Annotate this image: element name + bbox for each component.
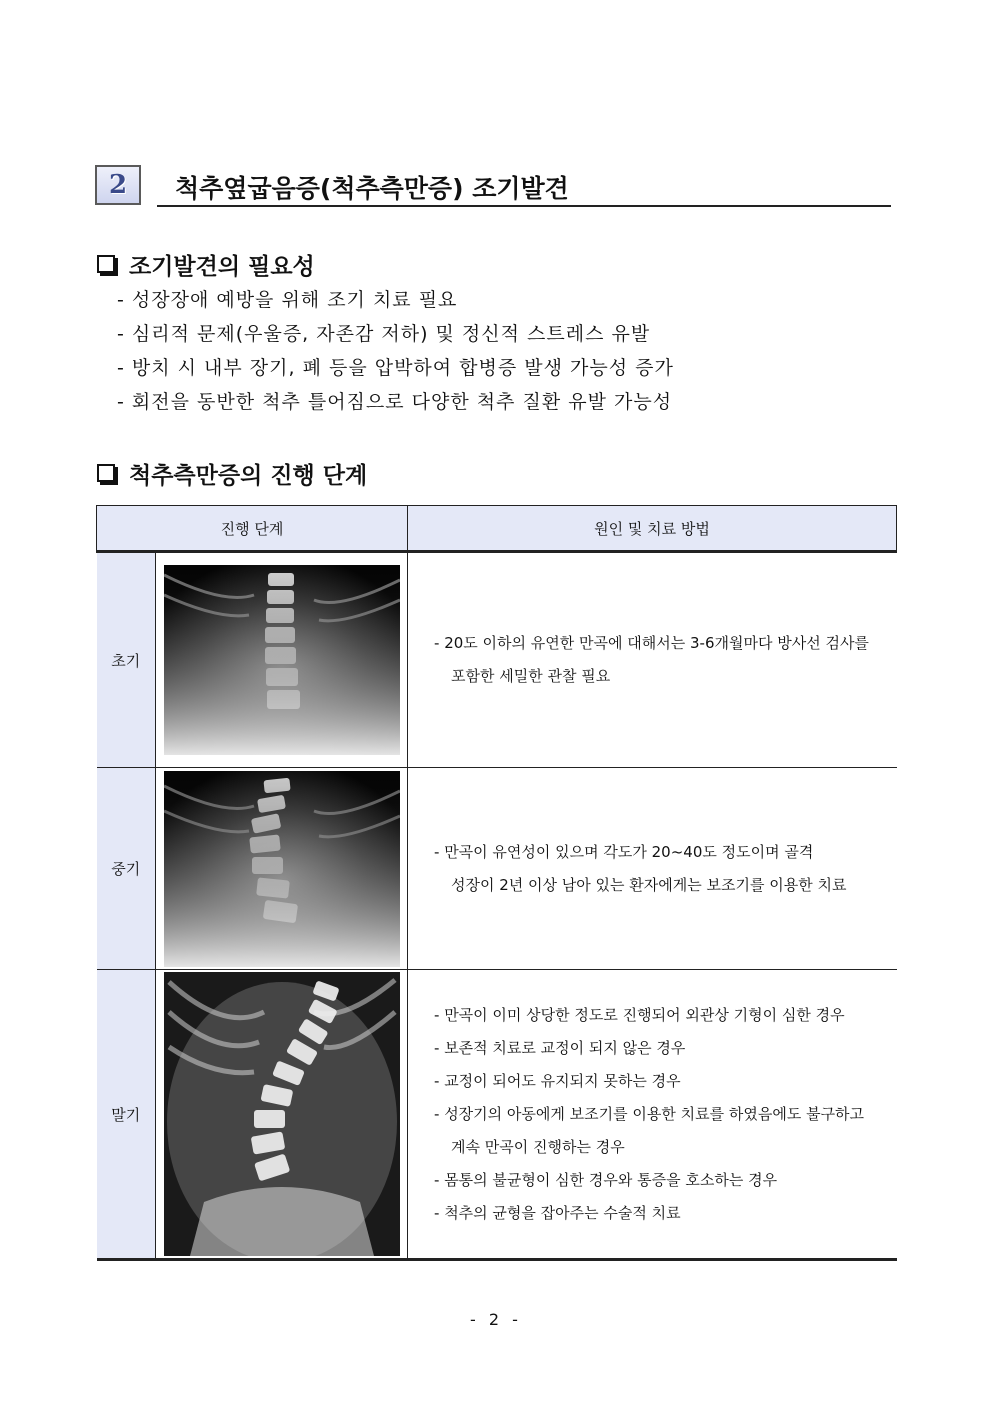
list-item: - 성장장애 예방을 위해 조기 치료 필요 <box>117 289 458 311</box>
section-number-badge: 2 <box>95 165 141 205</box>
description-line: 성장이 2년 이상 남아 있는 환자에게는 보조기를 이용한 치료 <box>451 875 847 894</box>
progression-heading <box>97 457 367 490</box>
section-header <box>95 165 891 210</box>
page-number: - 2 - <box>470 1310 522 1329</box>
section-underline <box>157 205 891 207</box>
description-line: - 성장기의 아동에게 보조기를 이용한 치료를 하였음에도 불구하고 <box>434 1104 865 1123</box>
stage-label: 중기 <box>97 768 156 970</box>
description-line: - 보존적 치료로 교정이 되지 않은 경우 <box>434 1038 686 1057</box>
table-header-row <box>97 506 897 552</box>
list-item: - 회전을 동반한 척추 틀어짐으로 다양한 척추 질환 유발 가능성 <box>117 391 673 413</box>
description-line: - 교정이 되어도 유지되지 못하는 경우 <box>434 1071 681 1090</box>
progression-table <box>96 505 897 1261</box>
description-line: - 20도 이하의 유연한 만곡에 대해서는 3-6개월마다 방사선 검사를 <box>434 634 869 652</box>
description-line: - 몸통의 불균형이 심한 경우와 통증을 호소하는 경우 <box>434 1170 778 1189</box>
xray-cell <box>156 768 408 970</box>
stage-label: 말기 <box>97 970 156 1260</box>
table-row <box>97 768 897 970</box>
list-item: - 심리적 문제(우울증, 자존감 저하) 및 정신적 스트레스 유발 <box>117 323 651 345</box>
spine-xray-moderate-icon <box>164 771 400 967</box>
description-line: - 척추의 균형을 잡아주는 수술적 치료 <box>434 1203 681 1222</box>
list-item: - 방치 시 내부 장기, 폐 등을 압박하여 합병증 발생 가능성 증가 <box>117 357 674 379</box>
table-row <box>97 552 897 768</box>
checkbox-bullet-icon <box>97 464 115 482</box>
section-title: 척추옆굽음증(척추측만증) 조기발견 <box>175 174 569 203</box>
necessity-list <box>117 286 674 422</box>
description-line: 계속 만곡이 진행하는 경우 <box>451 1137 625 1156</box>
necessity-heading <box>97 248 315 281</box>
xray-cell <box>156 970 408 1260</box>
description-line: 포함한 세밀한 관찰 필요 <box>451 667 611 685</box>
necessity-heading-text: 조기발견의 필요성 <box>129 254 315 280</box>
checkbox-bullet-icon <box>97 255 115 273</box>
stage-label: 초기 <box>97 552 156 768</box>
header-stage: 진행 단계 <box>97 506 408 552</box>
description-line: - 만곡이 이미 상당한 정도로 진행되어 외관상 기형이 심한 경우 <box>434 1005 845 1024</box>
treatment-description <box>408 970 897 1260</box>
progression-heading-text: 척추측만증의 진행 단계 <box>129 463 368 489</box>
treatment-description <box>408 768 897 970</box>
xray-cell <box>156 552 408 768</box>
description-line: - 만곡이 유연성이 있으며 각도가 20~40도 정도이며 골격 <box>434 842 814 861</box>
table-row <box>97 970 897 1260</box>
spine-xray-mild-icon <box>164 565 400 755</box>
treatment-description <box>408 552 897 768</box>
spine-xray-severe-icon <box>164 972 400 1256</box>
header-treatment: 원인 및 치료 방법 <box>408 506 897 552</box>
